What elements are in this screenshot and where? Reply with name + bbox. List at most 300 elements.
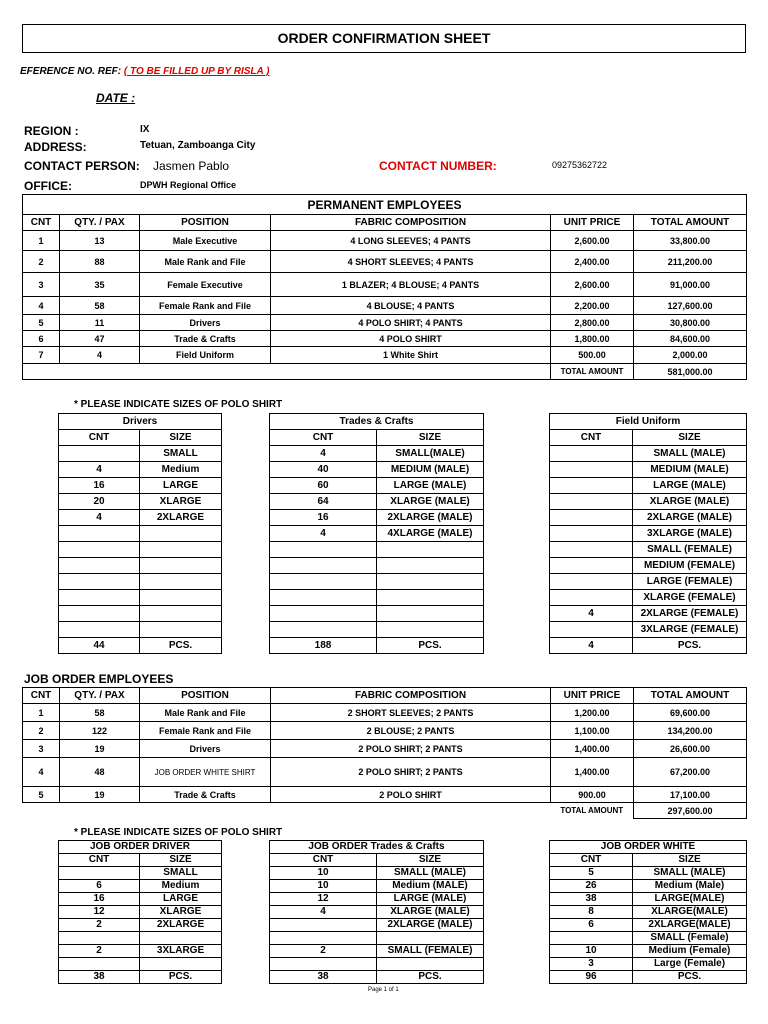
size-total-unit: PCS. <box>633 971 747 984</box>
cell: 1,200.00 <box>551 704 634 722</box>
cell: Male Rank and File <box>140 704 271 722</box>
cell: 1 <box>23 704 60 722</box>
size-count: 10 <box>270 880 377 893</box>
size-row <box>550 558 747 574</box>
size-count <box>550 526 633 542</box>
size-table-title: JOB ORDER Trades & Crafts <box>270 841 484 854</box>
column-header: SIZE <box>377 430 484 446</box>
size-label: 2XLARGE (MALE) <box>377 510 484 526</box>
reference-label: EFERENCE NO. REF: <box>20 66 122 77</box>
contact-person-value: Jasmen Pablo <box>153 159 230 173</box>
cell: 88 <box>60 251 140 273</box>
table-row <box>23 251 747 273</box>
column-header: SIZE <box>377 854 484 867</box>
total-label: TOTAL AMOUNT <box>560 806 624 816</box>
cell: 69,600.00 <box>634 704 747 722</box>
column-header: FABRIC COMPOSITION <box>271 215 551 231</box>
size-count: 8 <box>550 906 633 919</box>
job-driver-size-table <box>58 840 222 984</box>
size-label: SMALL (MALE) <box>633 446 747 462</box>
column-header: UNIT PRICE <box>551 215 634 231</box>
page-title: ORDER CONFIRMATION SHEET <box>22 24 746 53</box>
size-row <box>270 622 484 638</box>
size-count <box>59 958 140 971</box>
size-label: LARGE (MALE) <box>633 478 747 494</box>
size-row <box>270 574 484 590</box>
size-row <box>550 622 747 638</box>
cell: 6 <box>23 331 60 347</box>
size-total-count: 38 <box>59 971 140 984</box>
cell: 84,600.00 <box>634 331 747 347</box>
cell: 13 <box>60 231 140 251</box>
size-label: MEDIUM (MALE) <box>633 462 747 478</box>
size-row <box>270 919 484 932</box>
size-row <box>270 462 484 478</box>
total-row <box>23 364 747 380</box>
size-label <box>377 606 484 622</box>
size-total-unit: PCS. <box>377 638 484 654</box>
contact-number-label: CONTACT NUMBER: <box>379 159 497 173</box>
cell: Male Rank and File <box>140 251 271 273</box>
size-total-count: 38 <box>270 971 377 984</box>
size-count <box>550 462 633 478</box>
cell: 134,200.00 <box>634 722 747 740</box>
cell: 2,600.00 <box>551 231 634 251</box>
table-row <box>23 273 747 297</box>
office-value: DPWH Regional Office <box>140 180 237 190</box>
column-header: SIZE <box>140 430 222 446</box>
size-label <box>140 932 222 945</box>
cell: 2,800.00 <box>551 315 634 331</box>
size-row <box>59 478 222 494</box>
size-label <box>377 558 484 574</box>
size-row <box>59 526 222 542</box>
size-label: SMALL (Female) <box>633 932 747 945</box>
region-label: REGION : <box>24 124 79 138</box>
table-row <box>23 758 747 787</box>
size-label: Medium <box>140 880 222 893</box>
size-table-title: JOB ORDER WHITE <box>550 841 747 854</box>
size-row <box>270 590 484 606</box>
cell: Female Executive <box>140 273 271 297</box>
size-count <box>550 542 633 558</box>
total-row <box>23 803 747 819</box>
column-header: SIZE <box>140 854 222 867</box>
column-header: QTY. / PAX <box>60 688 140 704</box>
size-total-row <box>550 971 747 984</box>
size-count <box>270 958 377 971</box>
column-header: POSITION <box>140 688 271 704</box>
cell: 122 <box>60 722 140 740</box>
size-row <box>550 867 747 880</box>
cell: 19 <box>60 740 140 758</box>
size-count: 26 <box>550 880 633 893</box>
size-total-unit: PCS. <box>633 638 747 654</box>
size-label: LARGE <box>140 893 222 906</box>
size-count <box>550 510 633 526</box>
size-label: Medium (MALE) <box>377 880 484 893</box>
size-label: SMALL (MALE) <box>377 867 484 880</box>
cell: 1,100.00 <box>551 722 634 740</box>
size-row <box>550 932 747 945</box>
cell: 4 LONG SLEEVES; 4 PANTS <box>271 231 551 251</box>
size-row <box>550 462 747 478</box>
size-count <box>59 558 140 574</box>
size-count <box>270 558 377 574</box>
size-row <box>550 606 747 622</box>
size-label: 3XLARGE (FEMALE) <box>633 622 747 638</box>
field-uniform-size-table <box>549 413 747 654</box>
size-total-row <box>270 638 484 654</box>
size-label <box>140 526 222 542</box>
column-header: CNT <box>23 215 60 231</box>
cell: 5 <box>23 315 60 331</box>
size-row <box>550 880 747 893</box>
size-row <box>270 478 484 494</box>
cell: 211,200.00 <box>634 251 747 273</box>
size-label: XLARGE (MALE) <box>377 906 484 919</box>
size-label: SMALL(MALE) <box>377 446 484 462</box>
size-count: 16 <box>59 893 140 906</box>
cell: 4 SHORT SLEEVES; 4 PANTS <box>271 251 551 273</box>
size-label: Large (Female) <box>633 958 747 971</box>
trades-size-table <box>269 413 484 654</box>
size-count: 10 <box>550 945 633 958</box>
size-label <box>377 622 484 638</box>
size-row <box>59 958 222 971</box>
size-row <box>270 893 484 906</box>
cell: 1,800.00 <box>551 331 634 347</box>
size-row <box>59 906 222 919</box>
size-label: 2XLARGE (MALE) <box>377 919 484 932</box>
size-total-count: 188 <box>270 638 377 654</box>
table-row <box>23 347 747 364</box>
cell: Field Uniform <box>140 347 271 364</box>
column-header: TOTAL AMOUNT <box>634 688 747 704</box>
cell: 5 <box>23 787 60 803</box>
cell: Female Rank and File <box>140 722 271 740</box>
cell: 35 <box>60 273 140 297</box>
size-label <box>140 606 222 622</box>
size-total-row <box>550 638 747 654</box>
size-row <box>270 906 484 919</box>
size-count: 5 <box>550 867 633 880</box>
size-count: 60 <box>270 478 377 494</box>
cell: 2 <box>23 251 60 273</box>
size-row <box>270 446 484 462</box>
column-header: SIZE <box>633 854 747 867</box>
cell: 2 <box>23 722 60 740</box>
size-row <box>270 958 484 971</box>
size-count <box>550 574 633 590</box>
size-label: 2XLARGE (FEMALE) <box>633 606 747 622</box>
job-order-title: JOB ORDER EMPLOYEES <box>24 672 174 686</box>
size-count <box>59 542 140 558</box>
cell: 2,600.00 <box>551 273 634 297</box>
size-label: SMALL <box>140 867 222 880</box>
cell: 4 POLO SHIRT; 4 PANTS <box>271 315 551 331</box>
size-label: XLARGE (MALE) <box>377 494 484 510</box>
size-label <box>377 574 484 590</box>
size-count <box>270 622 377 638</box>
cell: 17,100.00 <box>634 787 747 803</box>
size-label <box>377 590 484 606</box>
cell: 33,800.00 <box>634 231 747 251</box>
size-label <box>140 958 222 971</box>
size-label: 3XLARGE (MALE) <box>633 526 747 542</box>
cell: 500.00 <box>551 347 634 364</box>
cell: 2 POLO SHIRT <box>271 787 551 803</box>
cell: 4 <box>23 758 60 787</box>
size-label: 2XLARGE <box>140 510 222 526</box>
polo-size-note: * PLEASE INDICATE SIZES OF POLO SHIRT <box>74 399 283 410</box>
polo-size-note: * PLEASE INDICATE SIZES OF POLO SHIRT <box>74 827 283 838</box>
size-row <box>270 932 484 945</box>
size-row <box>550 478 747 494</box>
column-header: FABRIC COMPOSITION <box>271 688 551 704</box>
size-row <box>270 494 484 510</box>
cell: 2 POLO SHIRT; 2 PANTS <box>271 740 551 758</box>
size-count <box>270 606 377 622</box>
size-row <box>59 893 222 906</box>
size-count <box>550 446 633 462</box>
size-row <box>270 526 484 542</box>
address-value: Tetuan, Zamboanga City <box>140 140 256 151</box>
size-count <box>59 932 140 945</box>
size-label: XLARGE <box>140 906 222 919</box>
size-label: Medium <box>140 462 222 478</box>
column-header: CNT <box>270 854 377 867</box>
contact-person-label: CONTACT PERSON: <box>24 159 140 173</box>
size-count: 4 <box>270 526 377 542</box>
size-row <box>59 622 222 638</box>
size-row <box>59 880 222 893</box>
permanent-title: PERMANENT EMPLOYEES <box>23 195 747 215</box>
cell: Female Rank and File <box>140 297 271 315</box>
size-count <box>550 932 633 945</box>
size-row <box>550 510 747 526</box>
reference-line <box>20 66 269 77</box>
size-row <box>59 462 222 478</box>
size-row <box>550 945 747 958</box>
size-count <box>270 542 377 558</box>
column-header: CNT <box>270 430 377 446</box>
size-count: 38 <box>550 893 633 906</box>
job-white-size-table <box>549 840 747 984</box>
job-order-table <box>22 687 747 819</box>
size-row <box>270 510 484 526</box>
cell: Trade & Crafts <box>140 331 271 347</box>
drivers-size-table <box>58 413 222 654</box>
column-header: CNT <box>550 854 633 867</box>
size-row <box>59 945 222 958</box>
column-header: QTY. / PAX <box>60 215 140 231</box>
cell: Male Executive <box>140 231 271 251</box>
contact-number-value: 09275362722 <box>552 160 608 170</box>
column-header: CNT <box>59 854 140 867</box>
size-label: Medium (Male) <box>633 880 747 893</box>
size-table-title: JOB ORDER DRIVER <box>59 841 222 854</box>
cell: 900.00 <box>551 787 634 803</box>
size-count: 12 <box>59 906 140 919</box>
size-label: 3XLARGE <box>140 945 222 958</box>
size-row <box>59 494 222 510</box>
total-value: 581,000.00 <box>634 364 747 380</box>
size-row <box>59 932 222 945</box>
size-total-count: 96 <box>550 971 633 984</box>
cell: 1 <box>23 231 60 251</box>
size-row <box>270 558 484 574</box>
size-row <box>270 542 484 558</box>
size-count <box>550 622 633 638</box>
size-row <box>270 945 484 958</box>
size-count <box>550 494 633 510</box>
column-header: CNT <box>59 430 140 446</box>
cell: 2,200.00 <box>551 297 634 315</box>
size-label <box>140 542 222 558</box>
size-count: 40 <box>270 462 377 478</box>
date-label: DATE : <box>96 91 136 105</box>
size-count: 2 <box>59 945 140 958</box>
size-label <box>377 932 484 945</box>
size-total-count: 4 <box>550 638 633 654</box>
size-row <box>270 880 484 893</box>
size-row <box>59 510 222 526</box>
size-label: XLARGE <box>140 494 222 510</box>
size-total-count: 44 <box>59 638 140 654</box>
size-label <box>377 542 484 558</box>
size-count: 4 <box>270 906 377 919</box>
cell: 2 BLOUSE; 2 PANTS <box>271 722 551 740</box>
size-total-unit: PCS. <box>377 971 484 984</box>
size-count: 6 <box>59 880 140 893</box>
size-row <box>59 606 222 622</box>
cell: 67,200.00 <box>634 758 747 787</box>
size-count <box>270 590 377 606</box>
size-count <box>59 446 140 462</box>
size-row <box>59 542 222 558</box>
size-count <box>59 526 140 542</box>
size-row <box>550 542 747 558</box>
size-row <box>550 590 747 606</box>
cell: 47 <box>60 331 140 347</box>
table-row <box>23 740 747 758</box>
size-row <box>550 446 747 462</box>
office-label: OFFICE: <box>24 179 72 193</box>
size-label: 4XLARGE (MALE) <box>377 526 484 542</box>
total-label: TOTAL AMOUNT <box>551 364 634 380</box>
cell: 4 POLO SHIRT <box>271 331 551 347</box>
cell: 11 <box>60 315 140 331</box>
size-table-title: Field Uniform <box>550 414 747 430</box>
table-row <box>23 704 747 722</box>
size-label <box>140 590 222 606</box>
cell: 30,800.00 <box>634 315 747 331</box>
size-table-title: Trades & Crafts <box>270 414 484 430</box>
cell: 2 POLO SHIRT; 2 PANTS <box>271 758 551 787</box>
cell: 2,000.00 <box>634 347 747 364</box>
cell: Drivers <box>140 740 271 758</box>
size-label <box>140 558 222 574</box>
size-total-unit: PCS. <box>140 638 222 654</box>
cell: 91,000.00 <box>634 273 747 297</box>
size-count: 4 <box>59 462 140 478</box>
cell: 48 <box>60 758 140 787</box>
size-count: 10 <box>270 867 377 880</box>
column-header: CNT <box>550 430 633 446</box>
size-total-row <box>59 971 222 984</box>
size-label: SMALL (FEMALE) <box>377 945 484 958</box>
table-row <box>23 231 747 251</box>
size-count: 4 <box>270 446 377 462</box>
size-row <box>550 893 747 906</box>
size-count: 12 <box>270 893 377 906</box>
size-table-title: Drivers <box>59 414 222 430</box>
cell: 4 <box>23 297 60 315</box>
size-label: LARGE (MALE) <box>377 893 484 906</box>
cell: 7 <box>23 347 60 364</box>
size-row <box>59 919 222 932</box>
cell: 4 <box>60 347 140 364</box>
size-row <box>550 526 747 542</box>
size-label: XLARGE (MALE) <box>633 494 747 510</box>
page-number: Page 1 of 1 <box>368 987 399 993</box>
table-row <box>23 331 747 347</box>
size-count: 64 <box>270 494 377 510</box>
size-count <box>59 574 140 590</box>
size-label: SMALL <box>140 446 222 462</box>
size-row <box>550 574 747 590</box>
cell: 26,600.00 <box>634 740 747 758</box>
size-total-row <box>270 971 484 984</box>
cell: Drivers <box>140 315 271 331</box>
size-label <box>377 958 484 971</box>
size-count <box>59 590 140 606</box>
table-row <box>23 787 747 803</box>
total-value: 297,600.00 <box>634 803 747 819</box>
size-label: 2XLARGE (MALE) <box>633 510 747 526</box>
size-count <box>270 919 377 932</box>
size-label: 2XLARGE(MALE) <box>633 919 747 932</box>
region-value: IX <box>140 124 150 135</box>
cell: 1 BLAZER; 4 BLOUSE; 4 PANTS <box>271 273 551 297</box>
size-row <box>550 958 747 971</box>
column-header: POSITION <box>140 215 271 231</box>
size-count <box>550 558 633 574</box>
size-label: LARGE (MALE) <box>377 478 484 494</box>
size-row <box>270 606 484 622</box>
size-row <box>550 919 747 932</box>
size-row <box>59 574 222 590</box>
size-count <box>550 478 633 494</box>
cell: 19 <box>60 787 140 803</box>
size-total-unit: PCS. <box>140 971 222 984</box>
cell: 4 BLOUSE; 4 PANTS <box>271 297 551 315</box>
size-count: 16 <box>270 510 377 526</box>
size-label: 2XLARGE <box>140 919 222 932</box>
size-count: 4 <box>550 606 633 622</box>
size-count: 6 <box>550 919 633 932</box>
cell: 127,600.00 <box>634 297 747 315</box>
table-row <box>23 297 747 315</box>
size-row <box>59 446 222 462</box>
size-count <box>59 606 140 622</box>
cell: JOB ORDER WHITE SHIRT <box>140 758 271 787</box>
address-label: ADDRESS: <box>24 140 87 154</box>
permanent-employees-table <box>22 194 747 380</box>
reference-value: ( TO BE FILLED UP BY RISLA ) <box>123 66 270 77</box>
size-label: LARGE <box>140 478 222 494</box>
